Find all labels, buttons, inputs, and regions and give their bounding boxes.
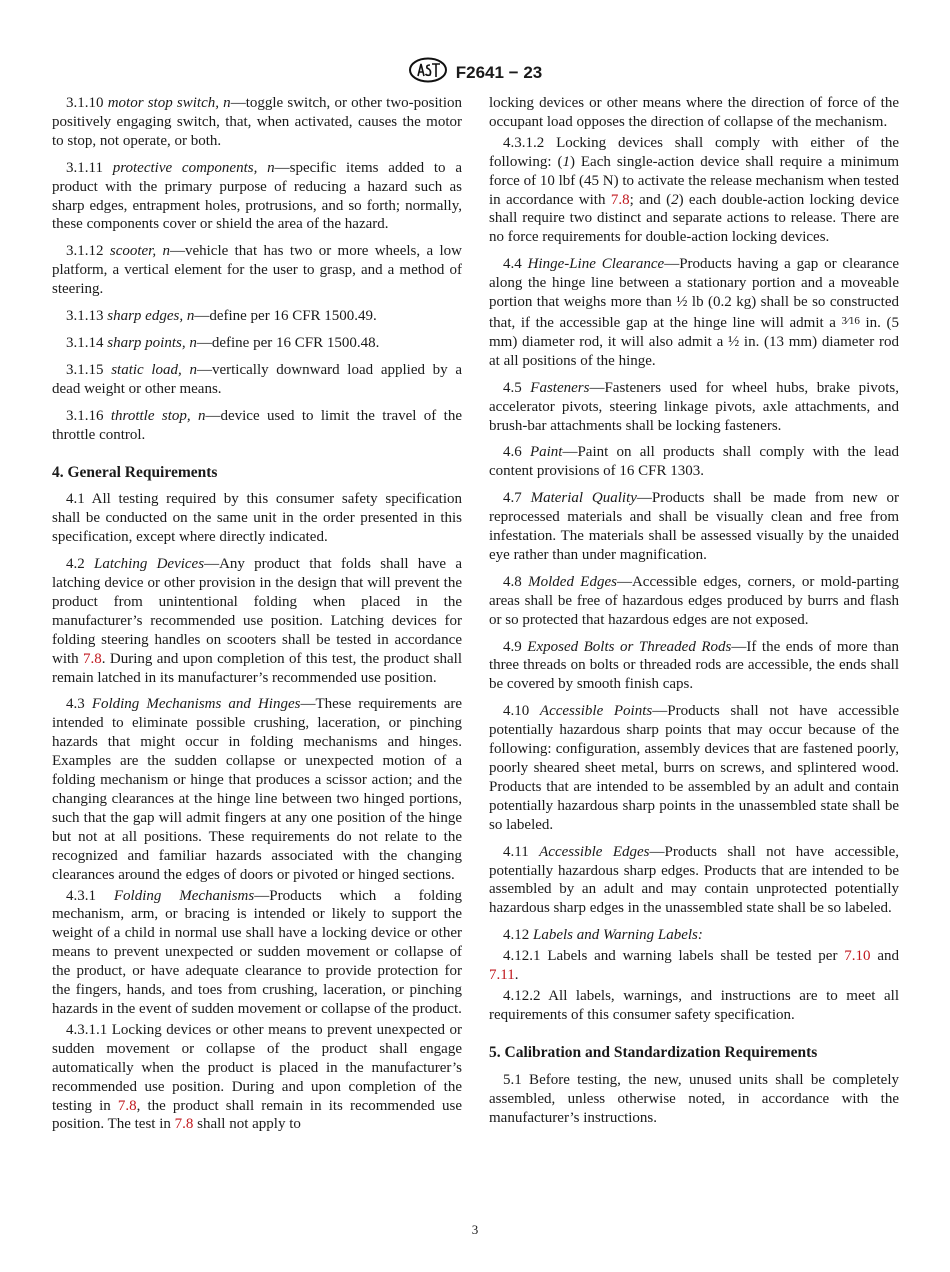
paragraph-3-1-11: 3.1.11 protective components, n—specific items added to a product with the primary purpose of reducing a hazard such as sharp edges, entrapment holes, protrusions, and so forth; normally, these components cover or shield the area of the hazard. bbox=[52, 159, 462, 233]
paragraph-3-1-14: 3.1.14 sharp points, n—define per 16 CFR 1500.48. bbox=[66, 334, 380, 351]
paragraph-4-4: 4.4 Hinge-Line Clearance—Products having a gap or clearance along the hinge line between a stationary portion and a moveable portion that weighs more than ½ lb (0.2 kg) shall be so constructed that, if the accessible gap at the hinge line will admit a $^{3⁄16}$ in. (5 mm) diameter rod, it will also admit a ½ in. (13 mm) diameter rod at all positions of the hinge. bbox=[489, 256, 899, 369]
paragraph-4-7: 4.7 Material Quality—Products shall be made from new or reprocessed materials and shall be visually clean and free from infestation. The materials shall be assessed visually by the unaided eye rather than under magnification. bbox=[489, 490, 899, 563]
paragraph-4-2: 4.2 Latching Devices—Any product that folds shall have a latching device or other provision in the design that will prevent the product from unintentional folding when placed in the manufacturer’s recommended use position. Latching devices for folding steering handles on scooters shall be tested in accordance with 7.8. During and upon completion of this test, the product shall remain latched in its manufacturer’s recommended use position. bbox=[52, 556, 462, 686]
astm-logo-icon bbox=[408, 57, 448, 88]
paragraph-4-5: 4.5 Fasteners—Fasteners used for wheel hubs, brake pivots, accelerator pivots, steering linkage pivots, axle attachments, and brush-bar attachments shall be locking fasteners. bbox=[489, 379, 899, 434]
section-link-7-11[interactable]: 7.11 bbox=[489, 967, 515, 984]
paragraph-4-3: 4.3 Folding Mechanisms and Hinges—These requirements are intended to eliminate possible crushing, laceration, or pinching hazards that might occur in folding mechanisms and hinges. Examples are the sudden collapse or unexpected motion of a folding mechanism or hinge that produces a scissor action; and the changing clearances at the hinge line between two hinged portions, such that the gap will admit fingers at any one position of the hinge but not at all positions. These requirements do not relate to the recognized and familiar hazards associated with the changing clearances around the edges of doors or pivoted or hinged sections. bbox=[52, 696, 463, 883]
paragraph-4-12-1: 4.12.1 Labels and warning labels shall be tested per 7.10 and 7.11. bbox=[489, 948, 899, 984]
paragraph-4-1: 4.1 All testing required by this consumer safety specification shall be conducted on the same unit in the order presented in this specification, except where directly indicated. bbox=[52, 491, 462, 546]
section-link-7-8[interactable]: 7.8 bbox=[117, 1097, 137, 1114]
paragraph-4-3-1: 4.3.1 Folding Mechanisms—Products which a folding mechanism, arm, or bracing is intended or likely to support the weight of a child in normal use shall have a locking device or other means to prevent unexpected or sudden movement or collapse of the product, or have adequate clearance to provide protection for the fingers, hands, and toes from crushing, laceration, or pinching hazards in the event of sudden movement or collapse of the product. bbox=[52, 887, 462, 1017]
paragraph-4-3-1-1-continued: locking devices or other means where the direction of force of the occupant load opposes the direction of collapse of the mechanism. bbox=[489, 95, 899, 130]
paragraph-4-12-2: 4.12.2 All labels, warnings, and instructions are to meet all requirements of this consumer safety specification. bbox=[489, 987, 899, 1023]
paragraph-4-3-1-1: 4.3.1.1 Locking devices or other means to prevent unexpected or sudden movement or collapse of the product shall engage automatically when the product is placed in the manufacturer’s recommended use position. During and upon completion of the testing in 7.8, the product shall remain in its recommended use position. The test in 7.8 shall not apply to bbox=[52, 1021, 463, 1133]
right-column bbox=[489, 94, 899, 1135]
paragraph-4-11: 4.11 Accessible Edges—Products shall not have accessible, potentially hazardous sharp edges. Products that are intended to be assembled by an adult and may contain unprotected potentially hazardous sharp edges in the unassembled state shall be so labeled. bbox=[489, 843, 899, 917]
left-column bbox=[52, 94, 462, 1142]
paragraph-3-1-16: 3.1.16 throttle stop, n—device used to limit the travel of the throttle control. bbox=[52, 407, 462, 443]
paragraph-4-3-1-2: 4.3.1.2 Locking devices shall comply with either of the following: (1) Each single-action device shall require a minimum force of 10 lbf (45 N) to activate the release mechanism when tested in accordance with 7.8; and (2) each double-action locking device shall require two distinct and separate actions to release. There are no force requirements for double-action locking devices. bbox=[489, 134, 900, 246]
paragraph-4-6: 4.6 Paint—Paint on all products shall comply with the lead content provisions of 16 CFR 1303. bbox=[489, 444, 899, 480]
paragraph-3-1-12: 3.1.12 scooter, n—vehicle that has two or more wheels, a low platform, a vertical element for the user to grasp, and a method of steering. bbox=[52, 243, 463, 298]
paragraph-4-10: 4.10 Accessible Points—Products shall not have accessible potentially hazardous sharp points that may occur because of the following: configuration, assembly devices that are fastened poorly, poorly sheared sheet metal, burrs on screws, and splintered wood. Products that are intended to be assembled by an adult and contain potentially hazardous sharp points in the unassembled state shall be so labeled. bbox=[489, 703, 900, 833]
section-5-heading: 5. Calibration and Standardization Requirements bbox=[489, 1043, 818, 1061]
section-link-7-8[interactable]: 7.8 bbox=[174, 1116, 194, 1133]
paragraph-3-1-15: 3.1.15 static load, n—vertically downward load applied by a dead weight or other means. bbox=[52, 361, 463, 397]
paragraph-4-9: 4.9 Exposed Bolts or Threaded Rods—If the ends of more than three threads on bolts or threaded rods are accessible, the ends shall be covered by smooth finish caps. bbox=[489, 638, 900, 693]
paragraph-3-1-10: 3.1.10 motor stop switch, n—toggle switch, or other two-position positively engaging switch, that, when activated, causes the motor to stop, not operate, or both. bbox=[52, 95, 462, 149]
page-number: 3 bbox=[471, 1222, 479, 1237]
section-link-7-8[interactable]: 7.8 bbox=[610, 191, 630, 208]
section-link-7-10[interactable]: 7.10 bbox=[844, 948, 871, 965]
section-4-heading: 4. General Requirements bbox=[52, 463, 218, 481]
section-link-7-8[interactable]: 7.8 bbox=[83, 650, 102, 667]
paragraph-3-1-13: 3.1.13 sharp edges, n—define per 16 CFR 1500.49. bbox=[66, 308, 377, 325]
paragraph-4-12: 4.12 Labels and Warning Labels: bbox=[503, 927, 703, 944]
paragraph-5-1: 5.1 Before testing, the new, unused units shall be completely assembled, unless otherwise noted, in accordance with the manufacturer’s instructions. bbox=[489, 1071, 899, 1126]
paragraph-4-8: 4.8 Molded Edges—Accessible edges, corners, or mold-parting areas shall be free of hazardous edges produced by burrs and flash or so protected that hazardous edges are not exposed. bbox=[489, 573, 899, 628]
page-header bbox=[0, 57, 950, 88]
document-designation: F2641 − 23 bbox=[455, 62, 543, 82]
